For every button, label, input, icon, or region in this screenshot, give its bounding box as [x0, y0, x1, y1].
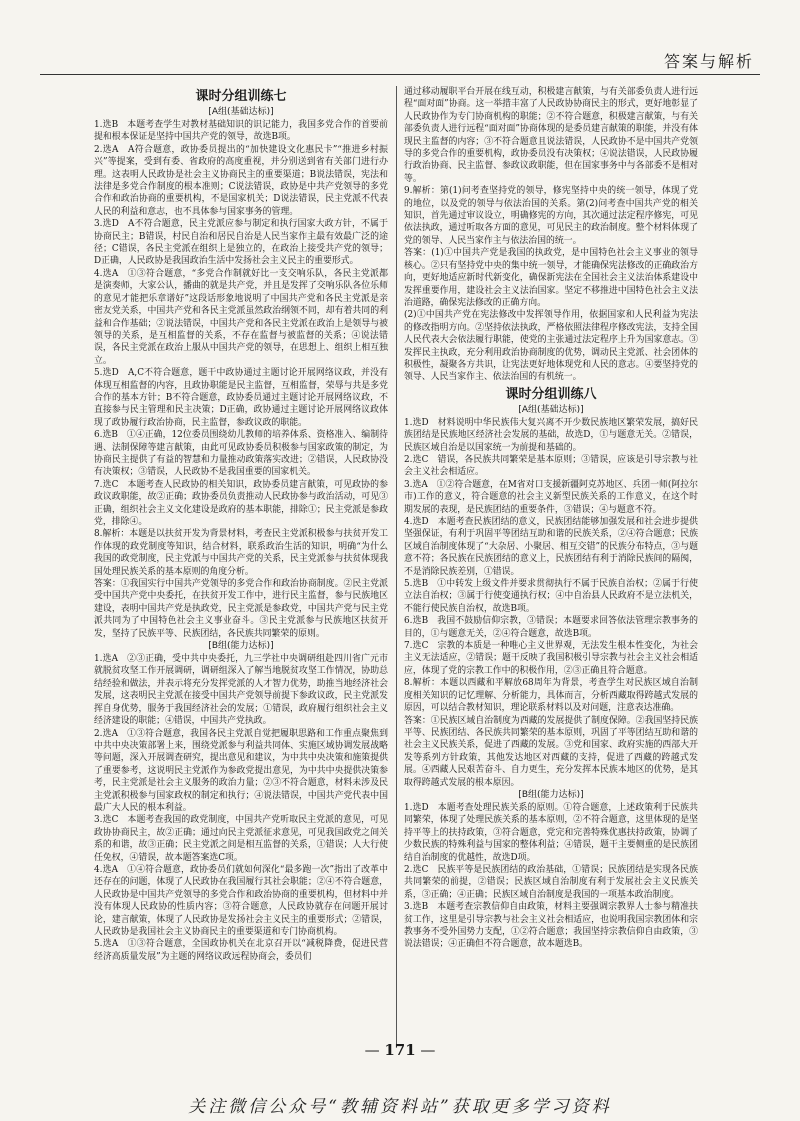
paragraph: 5.选A ①③符合题意，全国政协机关在北京召开以“减税降费，促进民营经济高质量发展”为主题的网络议政远程协商会，委员们: [94, 939, 388, 962]
group-a-label: [A组(基础达标)]: [208, 107, 274, 117]
paragraph: 1.选B 本题考查学生对教材基础知识的识记能力，我国多党合作的首要前提和根本保证是坚持中国共产党的领导，故选B项。: [94, 120, 388, 143]
paragraph: 2.选C 民族平等是民族团结的政治基础，①错误；民族团结是实现各民族共同繁荣的前提，②错误；民族区域自治制度有利于发展社会主义民族关系，③正确；④正确；民族区域自治制度是我国的一项基本政治制度。: [404, 864, 698, 900]
header-title: 答案与解析: [663, 52, 754, 71]
paragraph: (2)①中国共产党在宪法修改中发挥领导作用，依据国家和人民利益为宪法的修改指明方向。②坚持依法执政，严格依照法律程序修改宪法，支持全国人民代表大会依法履行职能，使党的主张通过法定程序上升为国家意志。③发挥民主执政，充分利用政治协商制度的优势，调动民主党派、社会团体的积极性，凝聚各方共识，让宪法更好地体现党和人民的意志。④要坚持党的领导、人民当家作主、依法治国的有机统一。: [404, 310, 698, 383]
paragraph: 5.选B ①中转发上级文件并要求贯彻执行不属于民族自治权；②属于行使立法自治权；③属于行使变通执行权；④中自治县人民政府不是立法机关，不能行使民族自治权，故选B项。: [404, 579, 698, 614]
section-title-eight: 课时分组训练八: [505, 386, 597, 402]
group-b-label: [B组(能力达标)]: [208, 641, 274, 652]
paragraph: 3.选B 本题考查宗教信仰自由政策，材料主要强调宗教界人士参与精准扶贫工作，这里是引导宗教与社会主义社会相适应，也说明我国宗教团体和宗教事务不受外国势力支配，①②符合题意；我国坚持宗教信仰自由政策，③说法错误；④正确但不符合题意，故本题选B。: [404, 902, 698, 950]
paragraph: 2.选A A符合题意，政协委员提出的“加快建设文化惠民卡”“推进乡村振兴”等提案，受到有委、省政府的高度重视，并分别送到省有关部门进行办理。这表明人民政协是社会主义协商民主的重要渠道；B说法错误，宪法和法律是多党合作制度的根本准则；C说法错误，政协是中共产党领导的多党合作和政治协商的重要机构，不是国家机关；D说法错误，民主党派不代表人民的利益和意志，也不具体参与国家事务的管理。: [94, 144, 388, 217]
paragraph: 8.解析：本题是以扶贫开发为背景材料，考查民主党派积极参与扶贫开发工作体现的政党制度等知识，结合材料，联系政治生活的知识，明确“为什么我国的政党制度，民主党派与中国共产党的关系，民主党派参与扶贫体现我国处理民族关系的基本原则的角度分析。: [94, 529, 388, 577]
answer-paragraph: 答案：(1)①中国共产党是我国的执政党，是中国特色社会主义事业的领导核心。②只有坚持党中央的集中统一领导，才能确保宪法修改的正确政治方向，更好地适应新时代新变化，确保新宪法在全国社会主义法治体系建设中发挥重要作用，建设社会主义法治国家。坚定不移推进中国特色社会主义法治道路，确保宪法修改的正确方向。: [404, 248, 698, 308]
paragraph: 2.选C 错误，各民族共同繁荣是基本原则；③错误，应该是引导宗教与社会主义社会相适应。: [404, 454, 698, 478]
right-group-a-paragraphs: [404, 417, 698, 789]
paragraph: 6.选B ①④正确，12位委员围绕幼儿教师的培养体系、资格准入、编制待遇、法制保障等建言献策，由此可见政协委员积极参与国家政策的制定，为协商民主提供了有益的智慧和力量推动政策落实改进；②错误，人民政协没有决策权；③错误，人民政协不是我国重要的国家机关。: [94, 430, 388, 478]
paragraph: 6.选B 我国不鼓励信仰宗教，③错误；本题要求回答依法管理宗教事务的目的，①与题意无关，②④符合题意，故选B项。: [404, 616, 698, 639]
answer-paragraph: 答案：①我国实行中国共产党领导的多党合作和政治协商制度。②民主党派受中国共产党中央委托，在扶贫开发工作中，进行民主监督，参与民族地区建设，表明中国共产党是执政党，民主党派是参政党，中国共产党与民主党派共同为了中国特色社会主义事业奋斗。③民主党派参与民族地区扶贫开发，坚持了民族平等、民族团结，各民族共同繁荣的原则。: [94, 579, 388, 639]
paragraph: 4.选A ①③符合题意，“多党合作制就好比一支交响乐队，各民主党派都是演奏师，大家公认，播曲的就是共产党，并且是发挥了交响乐队各位乐师的意见才能把乐章谱好”这段话形象地说明了中国共产党和各民主党派是亲密友党关系，中国共产党和各民主党派虽然政治纲领不同，却有着共同的利益和合作基础；②说法错误，中国共产党和各民主党派在政治上是领导与被领导的关系，是互相监督的关系，不存在监督与被监督的关系；④说法错误，各民主党派在政治上服从中国共产党的领导，在思想上、组织上相互独立。: [94, 268, 388, 366]
paragraph: 4.选D 本题考查民族团结的意义，民族团结能够加强发展和社会进步提供坚强保证，有利于巩固平等团结互助和谐的民族关系，②④符合题意；民族区域自治制度体现了“大杂居、小聚居、相互交错”的民族分布特点，③与题意不符；各民族在民族团结的意义上，民族团结有利于消除民族间的隔阂，不是消除民族差别，①错误。: [404, 517, 698, 577]
paragraph: 1.选A ②③正确，受中共中央委托，九三学社中央调研组赴四川省广元市就脱贫攻坚工作开展调研，调研组深入了解当地脱贫攻坚工作情况，协助总结经验和做法，并表示将充分发挥党派的人才智力优势，助推当地经济社会发展，这表明民主党派在接受中国共产党领导前提下参政议政，民主党派发挥自身优势，服务于我国经济社会的发展；①错误，政府履行组织社会主义经济建设的职能；④错误，中国共产党执政。: [94, 654, 388, 727]
right-top-paragraphs: [404, 86, 698, 384]
group-a-label: [A组(基础达标)]: [518, 404, 584, 415]
paragraph: 7.选C 本题考查人民政协的相关知识，政协委员建言献策，可见政协的参政议政职能，故②正确；政协委员负责推动人民政协参与政治活动，可见③正确，组织社会主义文化建设是政府的基本职能，排除①；民主党派是参政党，排除④。: [94, 479, 388, 527]
paragraph: 7.选C 宗教的本质是一种唯心主义世界观，无法发生根本性变化，为社会主义无法适应，②错误；题干反映了我国积极引导宗教与社会主义社会相适应，体现了党的宗教工作中的积极作用，②③正确且符合题意。: [404, 641, 698, 676]
paragraph: 3.选C 本题考查我国的政党制度，中国共产党听取民主党派的意见，可见政协协商民主，故②正确；通过向民主党派征求意见，可见我国政党之间关系的和谐，故③正确；民主党派之间是相互监督的关系，①错误；人大行使任免权，④错误，故本题答案选C项。: [94, 815, 388, 863]
page-header: [40, 44, 760, 75]
left-group-b-paragraphs: [94, 653, 388, 963]
right-group-b-paragraphs: [404, 802, 698, 951]
page-number: — 171 —: [0, 1041, 800, 1059]
paragraph: 3.选D A不符合题意，民主党派应参与制定和执行国家大政方针，不属于协商民主；B错误，村民自治和居民自治是人民当家作主最有效最广泛的途径；C错误，各民主党派在组织上是独立的，在政治上接受共产党的领导；D正确，人民政协是我国政治生活中发扬社会主义民主的重要形式。: [94, 219, 388, 267]
paragraph: 5.选D A,C不符合题意，题干中政协通过主题讨论开展网络议政，并没有体现互相监督的内容，且政协职能是民主监督，互相监督，荣辱与共是多党合作的基本方针；B不符合题意，政协委员通过主题讨论开展网络议政，不直接参与民主管理和民主决策；D正确，政协通过主题讨论开展网络议政体现了政协履行政治协商，民主监督，参政议政的职能。: [94, 368, 388, 428]
paragraph: 通过移动履职平台开展在线互动，积极建言献策，与有关部委负责人进行远程“面对面”协商。这一举措丰富了人民政协协商民主的形式，更好地彰显了人民政协作为专门协商机构的职能；②不符合题意，积极建言献策，与有关部委负责人进行远程“面对面”协商体现的是委员建言献策的职能，并没有体现民主监督的内容；③不符合题意且说法错误，人民政协不是中国共产党领导的多党合作的重要机构，政协委员没有决策权；④说法错误，人民政协履行政治协商、民主监督、参政议政职能，但在国家事务中与各部委不是相对等。: [404, 87, 698, 184]
paragraph: 1.选D 材料说明中华民族伟大复兴离不开少数民族地区繁荣发展，搞好民族团结是民族地区经济社会发展的基础，故选D，①与题意无关。②错误，民族区域自治是以国家统一为前提和基础的。: [404, 417, 698, 453]
column-divider: [396, 86, 397, 1044]
paragraph: 8.解析：本题以西藏和平解放68周年为背景，考查学生对民族区域自治制度相关知识的记忆理解、分析能力，具体而言，分析西藏取得跨越式发展的原因，可以结合教材知识，理论联系材料以及对问题，注意表达准确。: [404, 678, 698, 714]
paragraph: 1.选D 本题考查处理民族关系的原则。①符合题意，上述政策利于民族共同繁荣，体现了处理民族关系的基本原则，②不符合题意，这里体现的是坚持平等上的扶持政策，③符合题意，党完和完善特殊优惠扶持政策，协调了少数民族的特殊利益与国家的整体利益；④错误，题干主要侧重的是民族团结自治制度的优越性，故选D项。: [404, 802, 698, 863]
paragraph: 2.选A ①③符合题意，我国各民主党派自觉把履职思路和工作重点聚焦到中共中央决策部署上来，围绕党派参与利益共同体、实施区域协调发展战略等问题，深入开展调查研究，提出意见和建议，为中共中央决策和施策提供了重要参考，这说明民主党派作为参政党提出意见，为中共中央提供决策参考，民主党派是社会主义服务的政治力量；②③不符合题意，材料未涉及民主党派积极参与国家政权的制定和执行；④说法错误，中国共产党代表中国最广大人民的根本利益。: [94, 728, 388, 813]
paragraph: 4.选A ①④符合题意，政协委员们就如何深化“最多跑一次”指出了改革中还存在的问题，体现了人民政协在我国履行其社会职能；②④不符合题意，人民政协是中国共产党领导的多党合作和政治协商的重要机构，但材料中并没有体现人民政协的性质内容；③符合题意，人民政协就存在问题开展讨论，建言献策，体现了人民政协是发扬社会主义民主的重要形式；②错误，人民政协是我国社会主义协商民主的重要渠道和专门协商机构。: [94, 864, 388, 937]
left-column: [94, 86, 388, 1046]
footer-note: 关注微信公众号“教辅资料站”获取更多学习资料: [188, 1097, 612, 1117]
section-title-seven: 课时分组训练七: [195, 89, 287, 104]
left-group-a-paragraphs: [94, 119, 388, 640]
group-b-label: [B组(能力达标)]: [518, 789, 584, 800]
answer-paragraph: 答案：①民族区域自治制度为西藏的发展提供了制度保障。②我国坚持民族平等、民族团结、各民族共同繁荣的基本原则，巩固了平等团结互助和谐的社会主义民族关系，促进了西藏的发展。③党和国家、政府实施的西部大开发等系列方针政策，其他发达地区对西藏的支持，促进了西藏的跨越式发展。④西藏人民艰苦奋斗、自力更生，充分发挥本民族本地区的优势，是其取得跨越式发展的根本原因。: [404, 715, 698, 788]
paragraph: 9.解析：第(1)问考查坚持党的领导，修宪坚持中央的统一领导，体现了党的地位，以及党的领导与依法治国的关系。第(2)问考查中国共产党的相关知识，首先通过审议设立，明确修宪的方向，其次通过法定程序修宪，可见依法执政，通过听取各方面的意见，可见民主的政治制度。整个材料体现了党的领导、人民当家作主与依法治国的统一。: [404, 186, 698, 246]
paragraph: 3.选A ①②符合题意，在M省对口支援新疆阿克苏地区、兵团一师(阿拉尔市)工作的意义，符合题意的社会主义新型民族关系的工作意义，在这个时期发展的表现，是民族团结的重要条件，③错误；④与题意不符。: [404, 479, 698, 515]
right-column: [404, 86, 698, 1046]
